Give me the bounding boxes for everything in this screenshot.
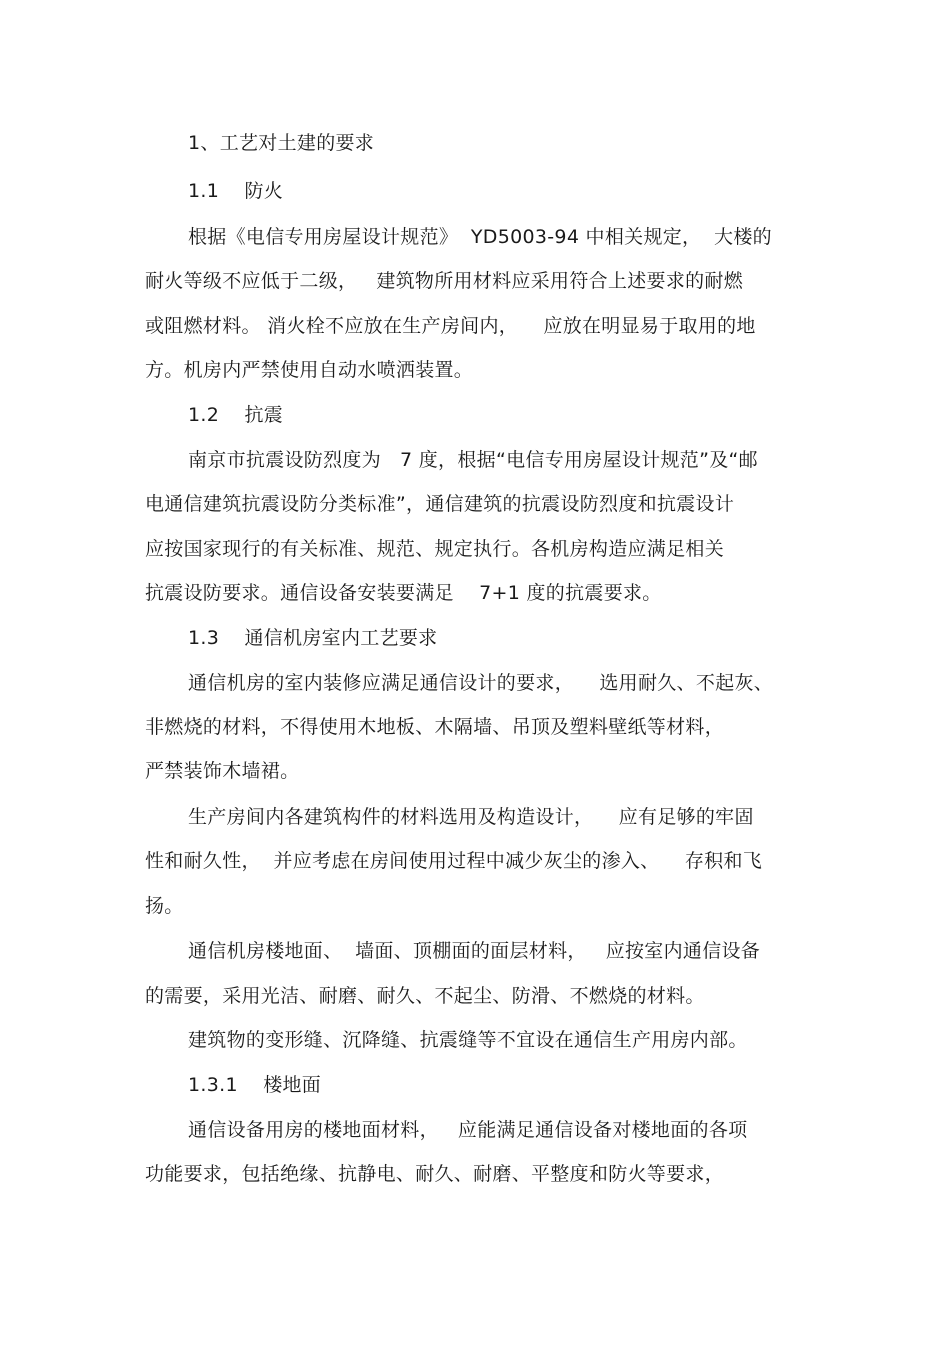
paragraph-line: 非燃烧的材料，不得使用木地板、木隔墙、吊顶及塑料壁纸等材料，: [145, 716, 725, 738]
paragraph-line: 或阻燃材料。 消火栓不应放在生产房间内， 应放在明显易于取用的地: [145, 315, 756, 337]
paragraph-line: 功能要求，包括绝缘、抗静电、耐久、耐磨、平整度和防火等要求，: [145, 1163, 725, 1185]
paragraph-line: 抗震设防要求。通信设备安装要满足 7+1 度的抗震要求。: [145, 582, 662, 604]
paragraph-line: 方。机房内严禁使用自动水喷洒装置。: [145, 359, 474, 381]
paragraph-line: 性和耐久性， 并应考虑在房间使用过程中减少灰尘的渗入、 存积和飞: [145, 850, 763, 872]
section-title-fire: 1.1 防火: [188, 180, 284, 202]
paragraph-line: 生产房间内各建筑构件的材料选用及构造设计， 应有足够的牢固: [188, 806, 754, 828]
document-heading: 1、工艺对土建的要求: [188, 132, 375, 154]
paragraph-line: 建筑物的变形缝、沉降缝、抗震缝等不宜设在通信生产用房内部。: [188, 1029, 748, 1051]
paragraph-line: 扬。: [145, 895, 184, 917]
paragraph-line: 的需要，采用光洁、耐磨、耐久、不起尘、防滑、不燃烧的材料。: [145, 985, 705, 1007]
section-title-floor: 1.3.1 楼地面: [188, 1074, 322, 1096]
paragraph-line: 南京市抗震设防烈度为 7 度，根据“电信专用房屋设计规范”及“邮: [188, 449, 758, 471]
paragraph-line: 通信设备用房的楼地面材料， 应能满足通信设备对楼地面的各项: [188, 1119, 748, 1141]
paragraph-line: 电通信建筑抗震设防分类标准”，通信建筑的抗震设防烈度和抗震设计: [145, 493, 735, 515]
paragraph-line: 通信机房的室内装修应满足通信设计的要求， 选用耐久、不起灰、: [188, 672, 774, 694]
section-title-seismic: 1.2 抗震: [188, 404, 284, 426]
paragraph-line: 耐火等级不应低于二级， 建筑物所用材料应采用符合上述要求的耐燃: [145, 270, 744, 292]
paragraph-line: 通信机房楼地面、 墙面、顶棚面的面层材料， 应按室内通信设备: [188, 940, 761, 962]
paragraph-line: 严禁装饰木墙裙。: [145, 760, 300, 782]
paragraph-line: 根据《电信专用房屋设计规范》 YD5003-94 中相关规定， 大楼的: [188, 226, 772, 248]
section-title-room-requirements: 1.3 通信机房室内工艺要求: [188, 627, 438, 649]
paragraph-line: 应按国家现行的有关标准、规范、规定执行。各机房构造应满足相关: [145, 538, 725, 560]
